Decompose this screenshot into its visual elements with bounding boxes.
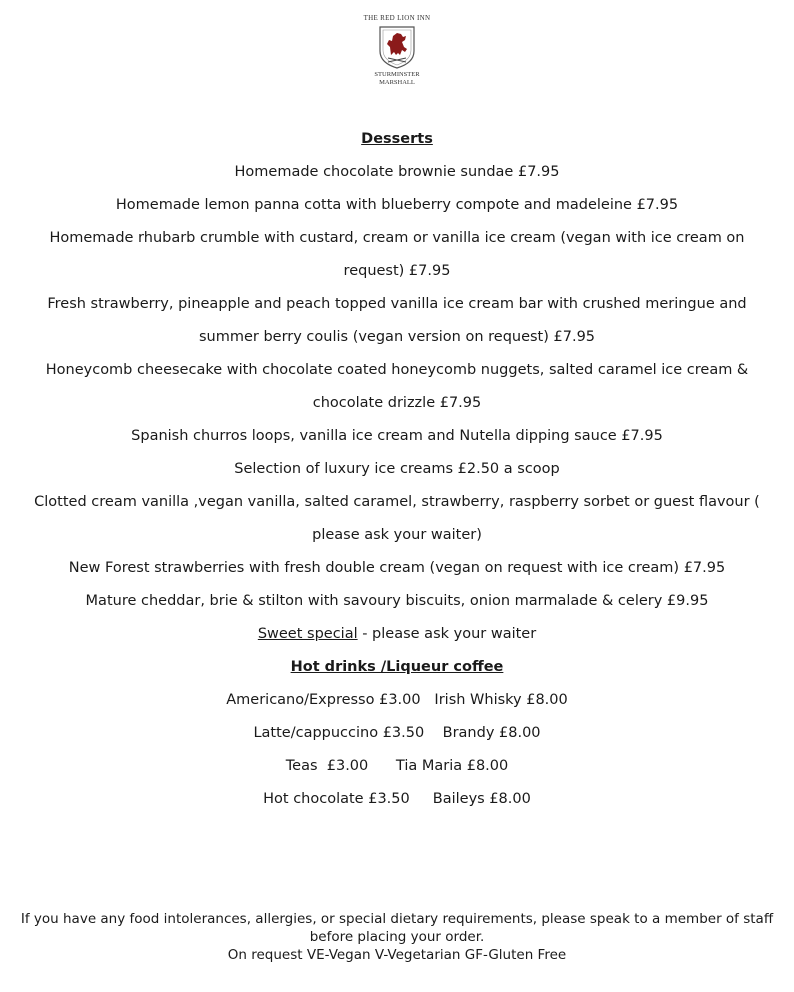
hot-drink-line: Latte/cappuccino £3.50 Brandy £8.00 bbox=[253, 725, 541, 741]
sweet-special-line bbox=[20, 618, 774, 651]
dessert-item: Fresh strawberry, pineapple and peach topped vanilla ice cream bar with crushed meringue and summer berry coulis (vegan version on request) £7.95 bbox=[47, 296, 747, 345]
allergy-notice: If you have any food intolerances, allergies, or special dietary requirements, please speak to a member of staff before placing your order. bbox=[20, 911, 774, 945]
hot-drink-line: Americano/Expresso £3.00 Irish Whisky £8.00 bbox=[226, 692, 568, 708]
sweet-special-note: - please ask your waiter bbox=[357, 626, 537, 642]
hot-drink-line: Hot chocolate £3.50 Baileys £8.00 bbox=[263, 791, 531, 807]
logo-inn-name: THE RED LION INN bbox=[363, 14, 431, 22]
hot-drink-line: Teas £3.00 Tia Maria £8.00 bbox=[285, 758, 509, 774]
logo-location-line2: MARSHALL bbox=[379, 79, 415, 86]
dessert-item: New Forest strawberries with fresh double cream (vegan on request with ice cream) £7.95 bbox=[68, 560, 726, 576]
sweet-special-label: Sweet special bbox=[257, 626, 358, 642]
dessert-menu bbox=[20, 123, 774, 816]
dessert-item: Homemade chocolate brownie sundae £7.95 bbox=[234, 164, 560, 180]
logo-location-line1: STURMINSTER bbox=[374, 71, 420, 78]
dessert-item: Homemade lemon panna cotta with blueberry compote and madeleine £7.95 bbox=[115, 197, 679, 213]
dessert-item: Spanish churros loops, vanilla ice cream and Nutella dipping sauce £7.95 bbox=[131, 428, 663, 444]
dessert-item: Mature cheddar, brie & stilton with savoury biscuits, onion marmalade & celery £9.95 bbox=[85, 593, 709, 609]
hot-drinks-heading: Hot drinks /Liqueur coffee bbox=[290, 659, 504, 675]
dessert-item: Honeycomb cheesecake with chocolate coated honeycomb nuggets, salted caramel ice cream & chocolate drizzle £7.95 bbox=[45, 362, 749, 411]
allergy-footer bbox=[14, 910, 780, 964]
red-lion-shield-icon bbox=[378, 25, 416, 69]
desserts-heading: Desserts bbox=[361, 131, 433, 147]
dessert-item: Homemade rhubarb crumble with custard, cream or vanilla ice cream (vegan with ice cream on request) £7.95 bbox=[49, 230, 745, 279]
dessert-item: Clotted cream vanilla ,vegan vanilla, salted caramel, strawberry, raspberry sorbet or guest flavour ( please ask your waiter) bbox=[34, 494, 760, 543]
dietary-key: On request VE-Vegan V-Vegetarian GF-Gluten Free bbox=[227, 947, 567, 963]
inn-logo bbox=[0, 14, 794, 87]
dessert-item: Selection of luxury ice creams £2.50 a scoop bbox=[234, 461, 560, 477]
